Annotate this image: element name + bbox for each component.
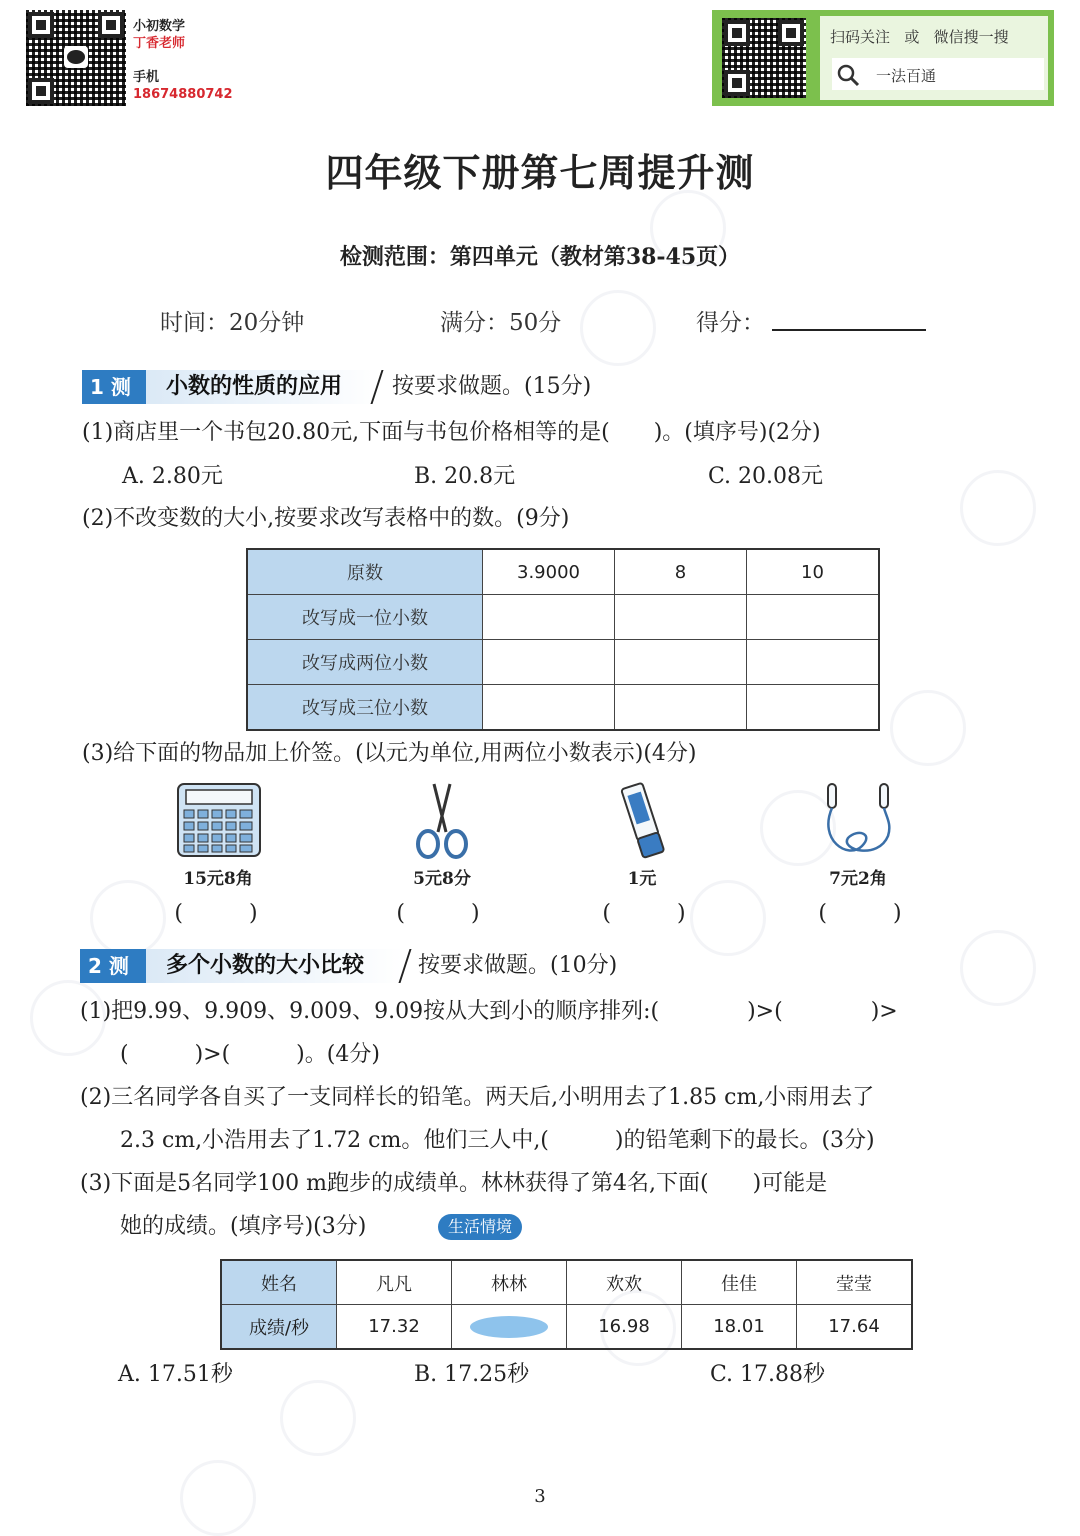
hidden-score: [452, 1305, 567, 1350]
answer-cell[interactable]: [747, 595, 880, 640]
section1-instruction: 按要求做题。(15分): [392, 374, 592, 399]
jump-rope-icon: [818, 780, 900, 862]
answer-cell[interactable]: [615, 685, 747, 731]
contact-phone-label: 手机: [133, 70, 160, 85]
results-table: [220, 1259, 913, 1350]
table-header-cell: 3.9000: [483, 549, 615, 595]
qr-code[interactable]: [26, 10, 126, 106]
table-row-label: 改写成两位小数: [247, 640, 483, 685]
table-row: [221, 1260, 912, 1305]
scissors-icon: [412, 782, 472, 860]
item-price-glue: 1元: [627, 869, 657, 889]
s2-q3-option-a[interactable]: A. 17.51秒: [118, 1362, 233, 1387]
answer-cell[interactable]: [483, 685, 615, 731]
calculator-icon: [176, 782, 262, 858]
section2-label: 多个小数的大小比较: [146, 949, 404, 983]
answer-cell[interactable]: [483, 595, 615, 640]
section1-label: 小数的性质的应用: [146, 370, 380, 404]
watermark: [960, 470, 1036, 546]
s2-q2-line1: (2)三名同学各自买了一支同样长的铅笔。两天后,小明用去了1.85 cm,小雨用去了: [80, 1085, 875, 1110]
item-price-scissors: 5元8分: [413, 869, 471, 889]
student-name: 凡凡: [337, 1260, 452, 1305]
test-scope: 检测范围：第四单元（教材第38-45页）: [339, 244, 741, 270]
watermark: [280, 1380, 356, 1456]
s2-q3-option-b[interactable]: B. 17.25秒: [414, 1362, 530, 1387]
section1-badge: 1 测: [82, 370, 146, 404]
life-context-tag: 生活情境: [438, 1214, 522, 1240]
full-score: 满分：50分: [440, 310, 562, 336]
promo-qr-code[interactable]: [722, 18, 806, 98]
section2-badge: 2 测: [80, 949, 146, 983]
glue-stick-icon: [618, 782, 670, 860]
student-score: 17.32: [337, 1305, 452, 1350]
s2-q2-line2: 2.3 cm,小浩用去了1.72 cm。他们三人中,( )的铅笔剩下的最长。(3分): [120, 1128, 875, 1153]
search-icon: [836, 63, 860, 87]
answer-cell[interactable]: [747, 640, 880, 685]
table-header-cell: 8: [615, 549, 747, 595]
s1-q1-option-a[interactable]: A. 2.80元: [122, 464, 223, 489]
item-price-calculator: 15元8角: [183, 869, 253, 889]
table-row-label: 成绩/秒: [221, 1305, 337, 1350]
s1-q2-text: (2)不改变数的大小,按要求改写表格中的数。(9分): [82, 506, 570, 531]
s1-q1-text: (1)商店里一个书包20.80元,下面与书包价格相等的是( )。(填序号)(2分): [82, 420, 821, 445]
promo-search-text: 一法百通: [876, 67, 937, 85]
table-row-label: 改写成三位小数: [247, 685, 483, 731]
price-tag-blank[interactable]: ( ): [396, 901, 480, 926]
s2-q1-line1: (1)把9.99、9.909、9.009、9.09按从大到小的顺序排列:( )>( )>: [80, 999, 898, 1024]
contact-line1: 小初数学: [133, 19, 186, 34]
student-name: 莹莹: [797, 1260, 913, 1305]
promo-scan-text: 扫码关注 或 微信搜一搜: [830, 28, 1009, 46]
s1-q1-option-c[interactable]: C. 20.08元: [708, 464, 824, 489]
watermark: [580, 290, 656, 366]
price-tag-blank[interactable]: ( ): [818, 901, 902, 926]
table-row: [247, 549, 879, 595]
score-blank[interactable]: [772, 329, 926, 331]
s1-q1-option-b[interactable]: B. 20.8元: [414, 464, 516, 489]
price-tag-blank[interactable]: ( ): [174, 901, 258, 926]
hidden-score-blob: [470, 1316, 548, 1338]
s2-q3-line2: 她的成绩。(填序号)(3分): [120, 1214, 367, 1239]
contact-teacher: 丁香老师: [133, 36, 186, 51]
page-title: 四年级下册第七周提升测: [325, 150, 755, 195]
table-header-cell: 原数: [247, 549, 483, 595]
student-name: 林林: [452, 1260, 567, 1305]
student-score: 18.01: [682, 1305, 797, 1350]
contact-phone: 18674880742: [133, 87, 233, 102]
time-limit: 时间：20分钟: [160, 310, 305, 336]
student-score: 17.64: [797, 1305, 913, 1350]
s2-q1-line2: ( )>( )。(4分): [120, 1042, 380, 1067]
table-row-label: 改写成一位小数: [247, 595, 483, 640]
table-row-label: 姓名: [221, 1260, 337, 1305]
price-tag-blank[interactable]: ( ): [602, 901, 686, 926]
rewrite-table: [246, 548, 880, 731]
watermark: [960, 930, 1036, 1006]
s2-q3-line1: (3)下面是5名同学100 m跑步的成绩单。林林获得了第4名,下面( )可能是: [80, 1171, 828, 1196]
student-score: 16.98: [567, 1305, 682, 1350]
student-name: 佳佳: [682, 1260, 797, 1305]
watermark: [890, 690, 966, 766]
item-price-rope: 7元2角: [829, 869, 887, 889]
promo-search-box[interactable]: [832, 58, 1044, 90]
table-row: [247, 640, 879, 685]
table-row: [247, 685, 879, 731]
answer-cell[interactable]: [615, 595, 747, 640]
page-number: 3: [534, 1486, 546, 1507]
answer-cell[interactable]: [483, 640, 615, 685]
table-row: [221, 1305, 912, 1350]
score-label: 得分：: [696, 310, 765, 336]
section2-instruction: 按要求做题。(10分): [418, 953, 618, 978]
student-name: 欢欢: [567, 1260, 682, 1305]
s1-q3-text: (3)给下面的物品加上价签。(以元为单位,用两位小数表示)(4分): [82, 741, 697, 766]
answer-cell[interactable]: [747, 685, 880, 731]
answer-cell[interactable]: [615, 640, 747, 685]
s2-q3-option-c[interactable]: C. 17.88秒: [710, 1362, 826, 1387]
contact-info: [133, 18, 233, 103]
table-row: [247, 595, 879, 640]
table-header-cell: 10: [747, 549, 880, 595]
